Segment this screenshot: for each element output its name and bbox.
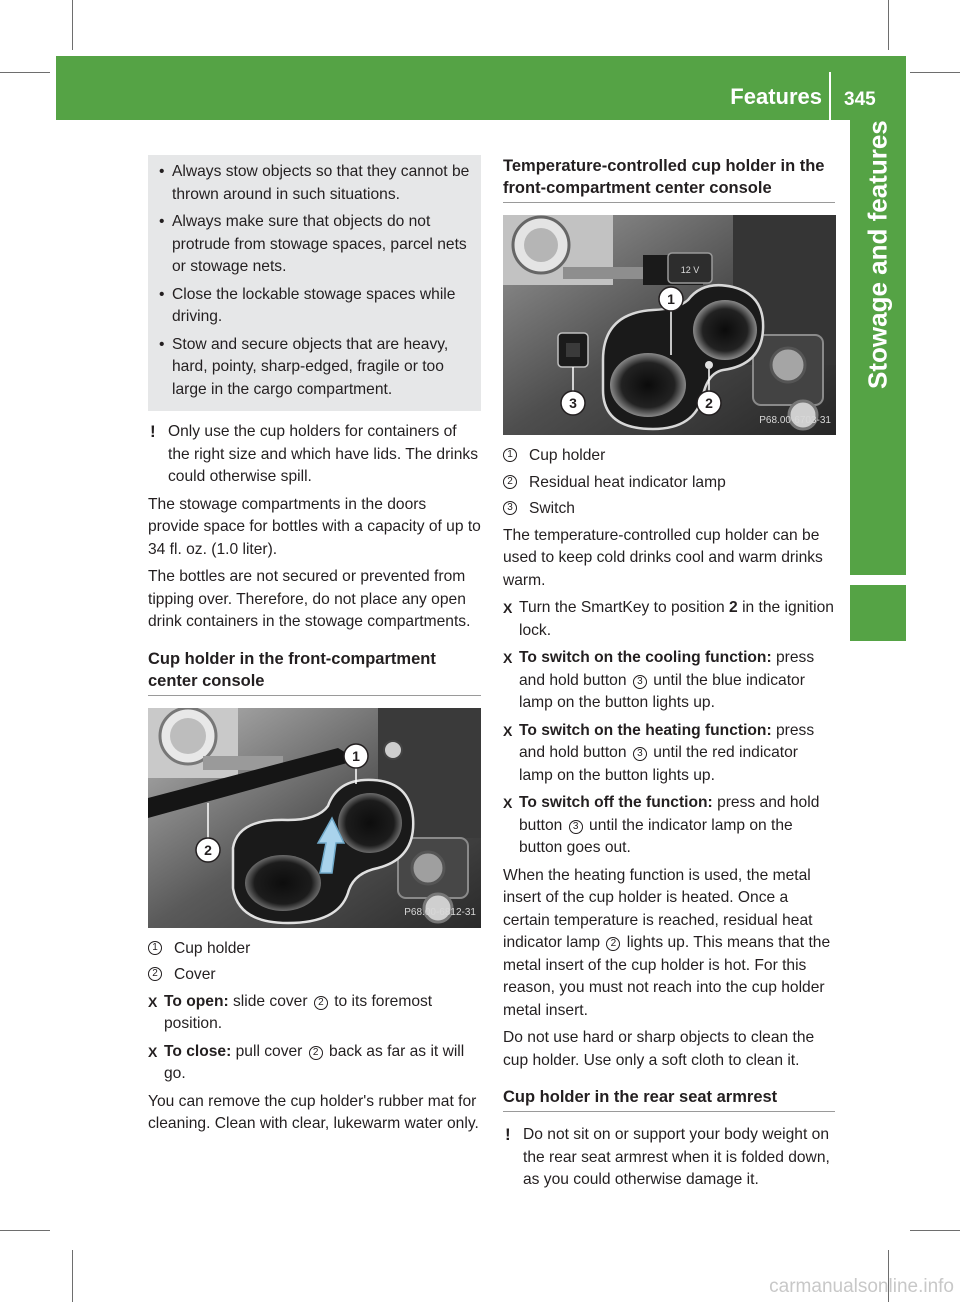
temperature-cup-holder-illustration xyxy=(503,215,836,435)
warning-text: Do not sit on or support your body weight on the rear seat armrest when it is folded down, as you could otherwise damage it. xyxy=(523,1126,830,1188)
instruction-step xyxy=(503,597,835,642)
legend-number: 3 xyxy=(503,501,517,515)
left-column xyxy=(148,155,481,1141)
step-text: until the red indicator lamp on the button lights up. xyxy=(519,744,798,784)
paragraph: The temperature-controlled cup holder can be used to keep cold drinks cool and warm drinks warm. xyxy=(503,526,823,589)
step-label: 2 xyxy=(729,599,738,616)
crop-mark xyxy=(888,0,889,50)
side-tab xyxy=(850,120,906,575)
instruction-step xyxy=(148,991,481,1036)
step-arrow-icon: X xyxy=(503,722,513,739)
photo-callout: 1 xyxy=(667,291,675,307)
photo-callout: 2 xyxy=(204,841,212,858)
note-bullet: • Always make sure that objects do not protrude from stowage spaces, parcel nets or stowage nets. xyxy=(156,211,473,279)
step-label: To switch off the function: xyxy=(519,794,713,811)
inline-number: 3 xyxy=(633,747,647,761)
right-column xyxy=(503,155,835,1197)
step-text: Turn the SmartKey to position xyxy=(519,599,730,616)
paragraph: You can remove the cup holder's rubber mat for cleaning. Clean with clear, lukewarm water only. xyxy=(148,1092,479,1132)
warning-icon: ! xyxy=(505,1125,511,1144)
legend-item xyxy=(503,472,835,495)
paragraph-text: When the heating function is used, the metal insert of the cup holder is heated. Once a certain temperature is reached, residual heat indicator lamp xyxy=(503,866,813,951)
section-heading: Cup holder in the front-compartment center console xyxy=(148,648,481,696)
step-arrow-icon: X xyxy=(503,600,513,616)
step-label: To switch on the heating function: xyxy=(519,721,772,739)
note-bullet: • Always stow objects so that they cannot be thrown around in such situations. xyxy=(156,161,473,206)
instruction-step xyxy=(503,720,835,788)
step-arrow-icon: X xyxy=(503,650,513,666)
legend-label: Switch xyxy=(529,500,575,517)
legend-item xyxy=(148,964,481,987)
paragraph: The bottles are not secured or prevented from tipping over. Therefore, do not place any open drink containers in the stowage compartments. xyxy=(148,568,471,630)
photo-code: P68.00-6703-31 xyxy=(759,414,831,426)
legend-number: 2 xyxy=(503,475,517,489)
step-label: To switch on the cooling function: xyxy=(519,649,772,666)
inline-number: 2 xyxy=(309,1046,323,1060)
inline-number: 2 xyxy=(314,996,328,1010)
crop-mark xyxy=(0,72,50,73)
warning-note xyxy=(148,421,481,489)
step-arrow-icon: X xyxy=(148,1043,158,1060)
warning-text: Only use the cup holders for containers of the right size and which have lids. The drinks could otherwise spill. xyxy=(168,423,479,485)
inline-number: 2 xyxy=(606,937,620,951)
note-box xyxy=(148,155,481,411)
crop-mark xyxy=(0,1230,50,1231)
section-heading: Temperature-controlled cup holder in the front-compartment center console xyxy=(503,155,835,203)
step-text: pull cover xyxy=(231,1042,307,1060)
header-title: Features xyxy=(730,84,822,109)
paragraph: Do not use hard or sharp objects to clean the cup holder. Use only a soft cloth to clean it. xyxy=(503,1029,815,1069)
watermark: carmanualsonline.info xyxy=(769,1276,954,1297)
step-arrow-icon: X xyxy=(148,993,158,1010)
temperature-cup-holder-photo xyxy=(503,215,836,435)
instruction-step xyxy=(503,792,835,860)
page-number: 345 xyxy=(844,89,876,110)
legend-item xyxy=(503,498,835,521)
crop-mark xyxy=(72,1250,73,1302)
step-label: To open: xyxy=(164,992,229,1010)
photo-code: P68.00-6812-31 xyxy=(404,907,476,918)
photo-callout: 2 xyxy=(705,395,713,411)
instruction-step xyxy=(503,647,835,715)
step-arrow-icon: X xyxy=(503,795,513,811)
legend-label: Residual heat indicator lamp xyxy=(529,473,726,491)
step-text: press and hold button xyxy=(519,649,815,689)
section-heading: Cup holder in the rear seat armrest xyxy=(503,1086,835,1112)
legend-label: Cup holder xyxy=(174,939,251,957)
step-text: to its foremost position. xyxy=(164,992,433,1032)
side-thumb-tab xyxy=(850,585,906,641)
photo-callout: 1 xyxy=(352,747,360,764)
note-bullet: • Close the lockable stowage spaces while driving. xyxy=(156,284,473,329)
legend-number: 2 xyxy=(148,967,162,981)
step-text: back as far as it will go. xyxy=(164,1042,465,1082)
note-bullet: • Stow and secure objects that are heavy, hard, pointy, sharp-edged, fragile or too large in the cargo compartment. xyxy=(156,334,473,402)
step-text: until the indicator lamp on the button goes out. xyxy=(519,816,793,856)
crop-mark xyxy=(72,0,73,50)
instruction-step xyxy=(148,1041,481,1086)
cup-holder-photo xyxy=(148,708,481,928)
step-text: press and hold button xyxy=(519,794,820,834)
warning-note xyxy=(503,1124,835,1192)
inline-number: 3 xyxy=(633,675,647,689)
legend-number: 1 xyxy=(148,941,162,955)
legend-number: 1 xyxy=(503,448,517,462)
legend-item xyxy=(148,938,481,961)
header-divider xyxy=(829,72,831,120)
crop-mark xyxy=(910,1230,960,1231)
paragraph: The stowage compartments in the doors provide space for bottles with a capacity of up to 34 fl. oz. (1.0 liter). xyxy=(148,495,481,558)
crop-mark xyxy=(910,72,960,73)
step-text: slide cover xyxy=(228,992,312,1010)
paragraph-text: lights up. This means that the metal insert of the cup holder is hot. For this reason, you must not reach into the cup holder metal insert. xyxy=(503,934,831,1019)
paragraph xyxy=(503,865,835,1023)
warning-icon: ! xyxy=(150,422,156,441)
step-label: To close: xyxy=(164,1042,232,1060)
step-text: in the ignition lock. xyxy=(519,599,834,639)
step-text: until the blue indicator lamp on the button lights up. xyxy=(519,671,805,711)
legend-label: Cup holder xyxy=(529,447,606,464)
legend-item xyxy=(503,445,835,468)
socket-label: 12 V xyxy=(680,265,700,275)
photo-callout: 3 xyxy=(569,395,577,411)
cup-holder-illustration xyxy=(148,708,481,928)
inline-number: 3 xyxy=(569,820,583,834)
step-text: press and hold button xyxy=(519,721,815,761)
side-tab-label: Stowage and features xyxy=(862,120,893,389)
legend-label: Cover xyxy=(174,966,216,983)
